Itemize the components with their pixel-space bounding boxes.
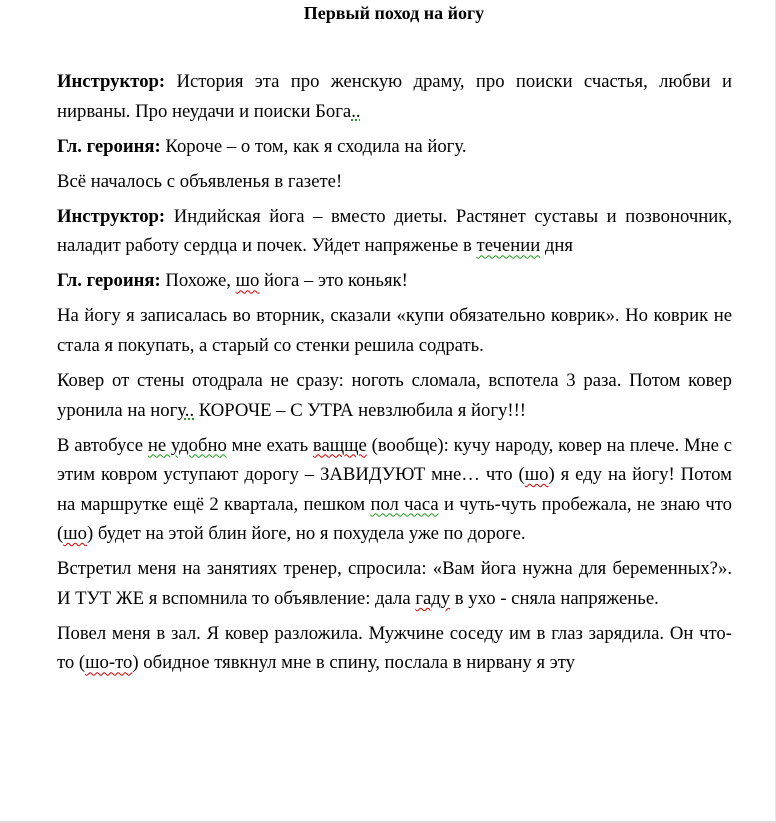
spelling-error-word: шо [63,523,87,545]
paragraph [57,301,732,360]
paragraph-text: и чуть-чуть пробежала, не знаю что ( [57,493,733,545]
paragraph-text: (вообще): кучу народу, ковер на плече. Мне с этим ковром уступают дорогу – ЗАВИДУЮТ мне… что ( [57,434,732,486]
paragraph [57,619,732,678]
paragraph [57,554,732,613]
paragraph-text: дня [540,235,574,257]
spelling-error-word: ващще [312,434,367,456]
paragraph-text: Встретил меня на занятиях тренер, спросила: «Вам йога нужна для беременных?». И ТУТ ЖЕ я вспомнила то объявление: дала [57,558,732,609]
paragraph-text: Всё началось с объявленья в газете! [57,170,343,192]
paragraph-text: мне ехать [226,434,313,456]
paragraph [57,132,732,162]
paragraph [57,366,732,425]
paragraph-text: Похоже, [160,270,236,292]
paragraph [57,431,732,549]
paragraph-text: ) я еду на йогу! Потом на маршрутке ещё 2 квартала, пешком [57,464,732,515]
paragraph-text: ) обидное тявкнул мне в спину, послала в нирвану я эту [132,652,576,674]
paragraph [57,167,732,197]
paragraph-text: йога – это коньяк! [259,270,408,292]
paragraph-text: Повел меня в зал. Я ковер разложила. Мужчине соседу им в глаз зарядила. Он что-то ( [57,622,732,674]
paragraph-text: в ухо - сняла напряженье. [450,587,659,609]
paragraph [57,67,732,126]
speaker-label: Гл. героиня: [57,135,161,157]
speaker-label: Инструктор: [57,71,166,92]
paragraph-text: На йогу я записалась во вторник, сказали «купи обязательно коврик». Но коврик не стала я покупать, а старый со стенки решила содрать. [57,305,732,356]
spelling-error-word: гаду [415,587,451,609]
spelling-error-word: шо-то [85,652,133,674]
grammar-issue-word: .. [351,100,361,122]
paragraph-text: Индийская йога – вместо диеты. Растянет суставы и позвоночник, наладит работу сердца и почек. Уйдет напряженье в [57,205,732,257]
grammar-issue-word: пол часа [370,493,439,515]
spelling-error-word: шо [524,464,549,486]
grammar-issue-word: .. [184,399,195,421]
grammar-issue-word: течении [476,235,541,257]
speaker-label: Инструктор: [57,205,166,227]
grammar-issue-word: не удобно [147,434,227,456]
speaker-label: Гл. героиня: [57,270,161,292]
document-title: Первый поход на йогу [303,3,485,23]
paragraph-text: Короче – о том, как я сходила на йогу. [160,135,467,157]
paragraph-text: История эта про женскую драму, про поиски счастья, любви и нирваны. Про неудачи и поиски Бога [57,71,732,122]
document-body [57,67,732,678]
spelling-error-word: шо [235,270,260,292]
paragraph-text: КОРОЧЕ – С УТРА невзлюбила я йогу!!! [194,399,527,421]
paragraph [57,202,732,261]
paragraph [57,266,732,296]
paragraph-text: ) будет на этой блин йоге, но я похудела уже по дороге. [86,523,526,545]
paragraph-text: Ковер от стены отодрала не сразу: ноготь сломала, вспотела 3 раза. Потом ковер уронила на ногу [57,370,732,421]
paragraph-text: В автобусе [57,434,148,456]
